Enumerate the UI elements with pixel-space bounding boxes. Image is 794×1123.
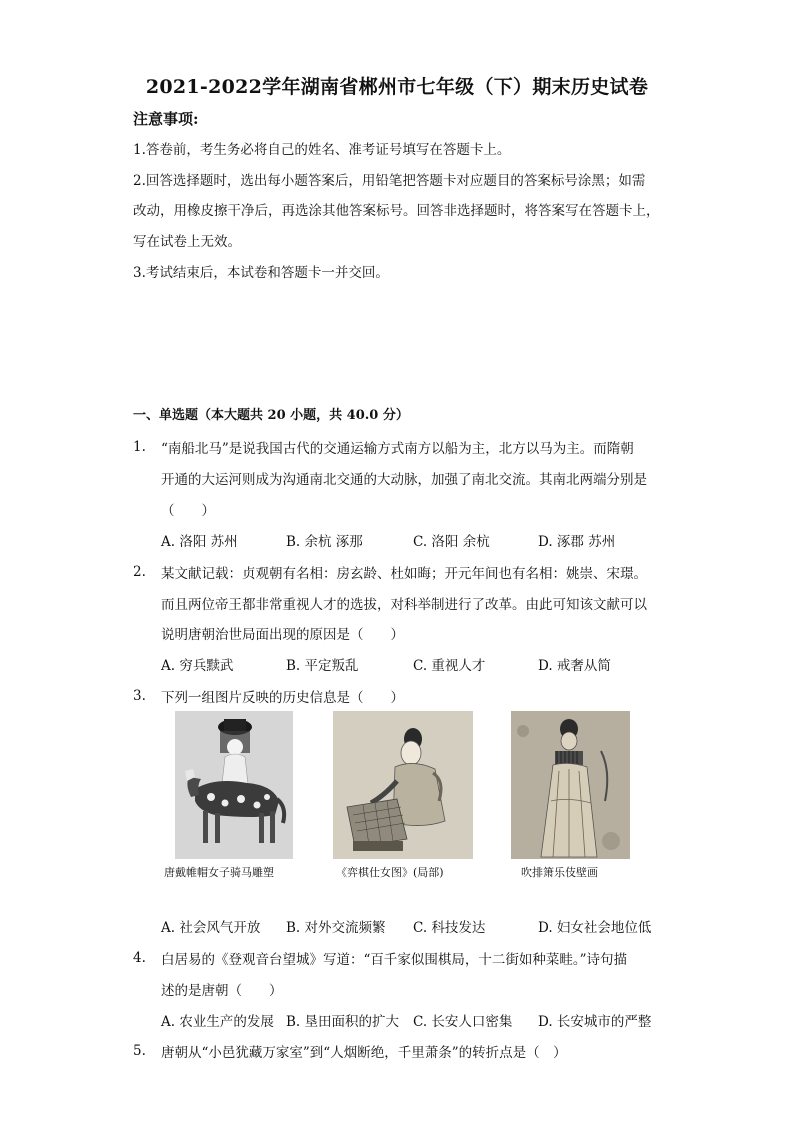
question-text: 而且两位帝王都非常重视人才的选拔，对科举制进行了改革。由此可知该文献可以	[161, 597, 647, 613]
question-text: 下列一组图片反映的历史信息是（ ）	[161, 690, 404, 706]
image-caption: 《弈棋仕女图》(局部)	[336, 866, 444, 879]
question-text: 述的是唐朝（ ）	[161, 983, 283, 999]
go-playing-lady-painting-image	[333, 711, 473, 859]
option-a[interactable]: A. 洛阳 苏州	[161, 534, 238, 550]
question-text: （ ）	[161, 503, 215, 519]
option-d[interactable]: D. 涿郡 苏州	[538, 534, 616, 550]
option-d[interactable]: D. 长安城市的严整	[538, 1014, 652, 1030]
panpipe-musician-mural-image	[511, 711, 630, 859]
question-text: 开通的大运河则成为沟通南北交通的大动脉，加强了南北交流。其南北两端分别是	[161, 472, 647, 488]
question-number: 2.	[133, 564, 146, 580]
question-number: 5.	[133, 1043, 146, 1059]
exam-title: 2021-2022学年湖南省郴州市七年级（下）期末历史试卷	[145, 76, 649, 98]
image-caption: 唐戴帷帽女子骑马雕塑	[164, 866, 274, 879]
option-c[interactable]: C. 洛阳 余杭	[413, 534, 490, 550]
question-number: 1.	[133, 439, 146, 455]
notice-line: 2.回答选择题时，选出每小题答案后，用铅笔把答题卡对应题目的答案标号涂黑；如需	[133, 173, 646, 189]
question-number: 4.	[133, 950, 146, 966]
notice-line: 写在试卷上无效。	[133, 234, 241, 250]
option-b[interactable]: B. 平定叛乱	[286, 658, 359, 674]
option-c[interactable]: C. 长安人口密集	[413, 1014, 513, 1030]
question-text: 唐朝从“小邑犹藏万家室”到“人烟断绝，千里萧条”的转折点是（ ）	[161, 1045, 567, 1061]
horse-rider-sculpture-image	[175, 711, 293, 859]
option-a[interactable]: A. 农业生产的发展	[161, 1014, 274, 1030]
notice-line: 改动，用橡皮擦干净后，再选涂其他答案标号。回答非选择题时，将答案写在答题卡上，	[133, 203, 660, 219]
option-b[interactable]: B. 垦田面积的扩大	[286, 1014, 400, 1030]
option-c[interactable]: C. 重视人才	[413, 658, 486, 674]
question-text: 白居易的《登观音台望城》写道：“百千家似围棋局，十二街如种菜畦。”诗句描	[161, 952, 628, 968]
question-number: 3.	[133, 688, 146, 704]
question-text: “南船北马”是说我国古代的交通运输方式南方以船为主，北方以马为主。而隋朝	[161, 441, 634, 457]
option-d[interactable]: D. 戒奢从简	[538, 658, 611, 674]
question-text: 说明唐朝治世局面出现的原因是（ ）	[161, 627, 404, 643]
section-title: 一、单选题（本大题共 20 小题，共 40.0 分）	[133, 408, 409, 423]
notice-line: 3.考试结束后，本试卷和答题卡一并交回。	[133, 265, 389, 281]
option-a[interactable]: A. 社会风气开放	[161, 920, 261, 936]
notice-heading: 注意事项:	[133, 110, 199, 128]
option-b[interactable]: B. 余杭 涿那	[286, 534, 363, 550]
option-b[interactable]: B. 对外交流频繁	[286, 920, 386, 936]
option-d[interactable]: D. 妇女社会地位低	[538, 920, 652, 936]
question-text: 某文献记载：贞观朝有名相：房玄龄、杜如晦；开元年间也有名相：姚崇、宋璟。	[161, 566, 647, 582]
option-c[interactable]: C. 科技发达	[413, 920, 486, 936]
notice-line: 1.答卷前，考生务必将自己的姓名、准考证号填写在答题卡上。	[133, 142, 511, 158]
image-caption: 吹排箫乐伎壁画	[521, 866, 598, 879]
option-a[interactable]: A. 穷兵黩武	[161, 658, 234, 674]
